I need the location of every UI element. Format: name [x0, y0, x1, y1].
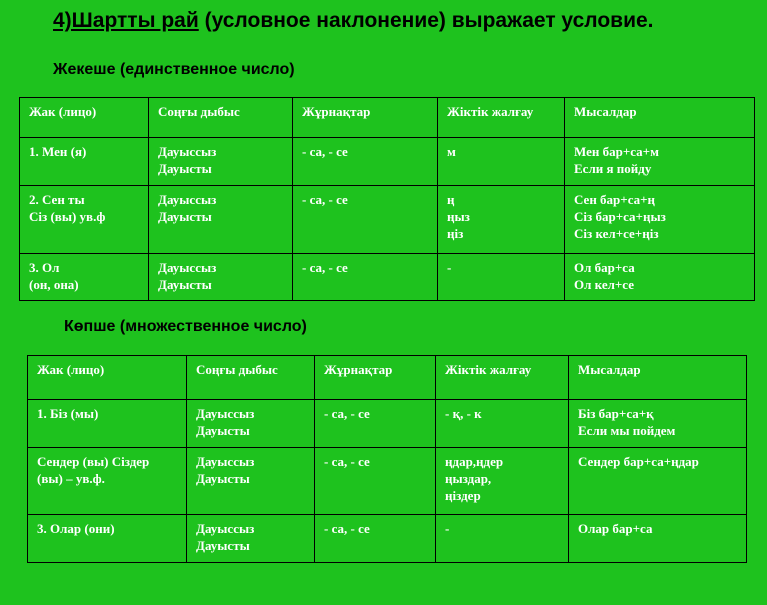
- plural-table: [27, 355, 747, 563]
- table-cell: Дауыссыз Дауысты: [149, 138, 293, 186]
- plural-heading: Көпше (множественное число): [64, 318, 307, 335]
- table-row: [28, 400, 747, 448]
- table-cell: - са, - се: [293, 186, 438, 254]
- header-cell: Мысалдар: [565, 98, 755, 138]
- table-cell: 1. Біз (мы): [28, 400, 187, 448]
- singular-heading: Жекеше (единственное число): [53, 61, 295, 78]
- table-cell: - са, - се: [315, 515, 436, 563]
- header-cell: Соңғы дыбыс: [149, 98, 293, 138]
- table-cell: Дауыссыз Дауысты: [187, 400, 315, 448]
- header-cell: Жіктік жалғау: [438, 98, 565, 138]
- table-row: [20, 186, 755, 254]
- table-cell: 2. Сен ты Сіз (вы) ув.ф: [20, 186, 149, 254]
- table-cell: Сендер (вы) Сіздер (вы) – ув.ф.: [28, 448, 187, 515]
- table-row: [28, 448, 747, 515]
- table-cell: - са, - се: [315, 448, 436, 515]
- table-cell: Сен бар+са+ң Сіз бар+са+ңыз Сіз кел+се+ңіз: [565, 186, 755, 254]
- table-header-row: [20, 98, 755, 138]
- table-cell: Біз бар+са+қ Если мы пойдем: [569, 400, 747, 448]
- table-row: [20, 138, 755, 186]
- table-cell: ңдар,ңдер ңыздар, ңіздер: [436, 448, 569, 515]
- table-cell: 3. Олар (они): [28, 515, 187, 563]
- header-cell: Мысалдар: [569, 356, 747, 400]
- table-cell: ң ңыз ңіз: [438, 186, 565, 254]
- table-cell: 3. Ол (он, она): [20, 254, 149, 301]
- table-cell: Олар бар+са: [569, 515, 747, 563]
- table-cell: 1. Мен (я): [20, 138, 149, 186]
- title-underlined: 4)Шартты рай: [53, 9, 199, 32]
- header-cell: Соңғы дыбыс: [187, 356, 315, 400]
- title-rest: (условное наклонение) выражает условие.: [198, 9, 654, 32]
- table-cell: -: [436, 515, 569, 563]
- table-cell: Дауыссыз Дауысты: [187, 515, 315, 563]
- header-cell: Жұрнақтар: [315, 356, 436, 400]
- table-cell: - қ, - к: [436, 400, 569, 448]
- table-row: [20, 254, 755, 301]
- header-cell: Жак (лицо): [28, 356, 187, 400]
- table-cell: м: [438, 138, 565, 186]
- header-cell: Жак (лицо): [20, 98, 149, 138]
- table-cell: - са, - се: [293, 138, 438, 186]
- table-cell: Сендер бар+са+ңдар: [569, 448, 747, 515]
- page-title: [53, 9, 654, 33]
- table-cell: Мен бар+са+м Если я пойду: [565, 138, 755, 186]
- header-cell: Жұрнақтар: [293, 98, 438, 138]
- table-cell: -: [438, 254, 565, 301]
- table-cell: Дауыссыз Дауысты: [149, 186, 293, 254]
- header-cell: Жіктік жалғау: [436, 356, 569, 400]
- table-cell: Ол бар+са Ол кел+се: [565, 254, 755, 301]
- table-cell: - са, - се: [293, 254, 438, 301]
- singular-table: [19, 97, 755, 301]
- table-header-row: [28, 356, 747, 400]
- table-cell: Дауыссыз Дауысты: [149, 254, 293, 301]
- table-cell: - са, - се: [315, 400, 436, 448]
- table-row: [28, 515, 747, 563]
- table-cell: Дауыссыз Дауысты: [187, 448, 315, 515]
